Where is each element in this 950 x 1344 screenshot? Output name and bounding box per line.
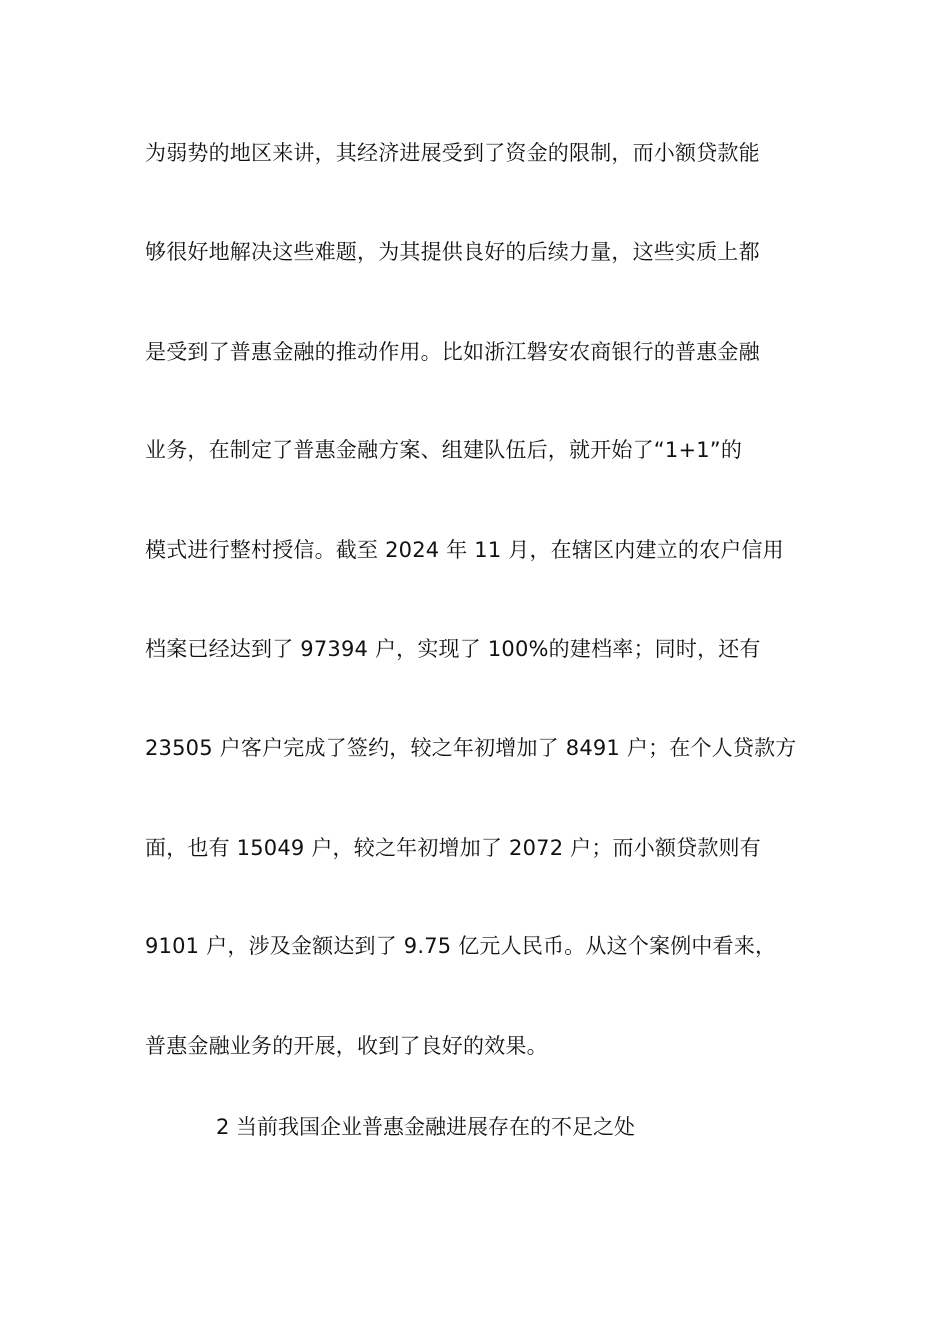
paragraph-line-1: 为弱势的地区来讲，其经济进展受到了资金的限制，而小额贷款能 [145, 141, 760, 165]
paragraph-line-5: 模式进行整村授信。截至 2024 年 11 月，在辖区内建立的农户信用 [145, 538, 784, 562]
section-heading: 2 当前我国企业普惠金融进展存在的不足之处 [216, 1115, 636, 1139]
paragraph-line-9: 9101 户，涉及金额达到了 9.75 亿元人民币。从这个案例中看来， [145, 934, 777, 958]
paragraph-line-6: 档案已经达到了 97394 户，实现了 100%的建档率；同时，还有 [145, 637, 761, 661]
paragraph-line-3: 是受到了普惠金融的推动作用。比如浙江磐安农商银行的普惠金融 [145, 340, 760, 364]
paragraph-line-2: 够很好地解决这些难题，为其提供良好的后续力量，这些实质上都 [145, 240, 760, 264]
paragraph-line-10: 普惠金融业务的开展，收到了良好的效果。 [145, 1034, 548, 1058]
paragraph-line-8: 面，也有 15049 户，较之年初增加了 2072 户；而小额贷款则有 [145, 836, 761, 860]
paragraph-line-4: 业务，在制定了普惠金融方案、组建队伍后，就开始了“1+1”的 [145, 438, 743, 462]
paragraph-line-7: 23505 户客户完成了签约，较之年初增加了 8491 户；在个人贷款方 [145, 736, 797, 760]
